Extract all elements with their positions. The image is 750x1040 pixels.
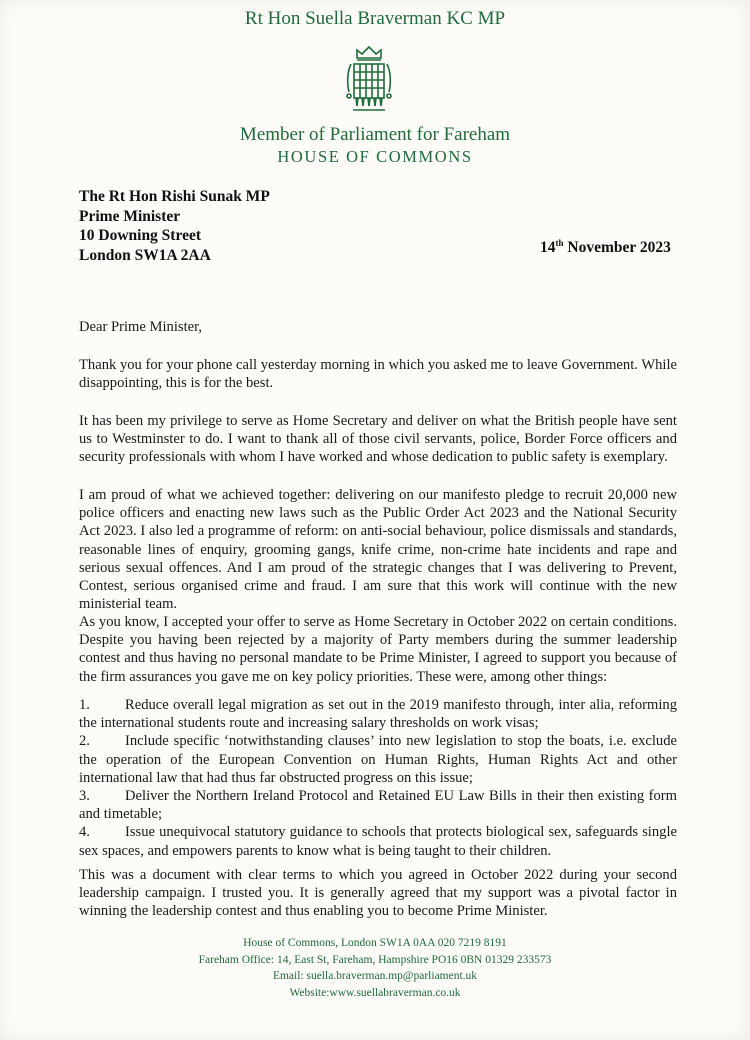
date-suffix: th [555, 238, 564, 248]
list-item-number: 3. [79, 788, 90, 805]
list-item-text: Deliver the Northern Ireland Protocol and Retained EU Law Bills in their then existing form and timetable; [79, 788, 677, 823]
list-item-number: 4. [79, 824, 90, 841]
footer-address-line: House of Commons, London SW1A 0AA 020 7219 8191 [243, 937, 507, 949]
list-item [79, 787, 677, 823]
letter-footer [0, 935, 750, 1001]
paragraph-3: I am proud of what we achieved together: delivering on our manifesto pledge to recruit 20,000 new police officers and enacting new laws such as the Public Order Act 2023 and the National Security Act 2023. I also led a programme of reform: on anti-social behaviour, police dismissals and standards, reasonable lines of enquiry, grooming gangs, knife crime, non-crime hate incidents and rape and serious sexual offences. And I am proud of the strategic changes that I was delivering to Prevent, Contest, serious organised crime and fraud. I am sure that this work will continue with the new ministerial team. [79, 487, 677, 613]
letterhead-mp-name: Rt Hon Suella Braverman KC MP [244, 8, 506, 29]
recipient-line-2: Prime Minister [79, 207, 181, 225]
recipient-line-1: The Rt Hon Rishi Sunak MP [79, 188, 270, 205]
recipient-line-4: London SW1A 2AA [79, 246, 211, 264]
list-item [79, 732, 677, 787]
list-item-text: Reduce overall legal migration as set out in the 2019 manifesto through, inter alia, reforming the international students route and increasing salary thresholds on work visas; [79, 697, 677, 732]
constituency-line: Member of Parliament for Fareham [239, 124, 511, 145]
list-item-text: Issue unequivocal statutory guidance to schools that protects biological sex, safeguards single sex spaces, and empowers parents to know what is being taught to their children. [79, 824, 677, 859]
house-of-commons-line: HOUSE OF COMMONS [277, 147, 473, 166]
letter-date [540, 238, 671, 257]
paragraph-1: Thank you for your phone call yesterday morning in which you asked me to leave Government. While disappointing, this is for the best. [79, 357, 677, 392]
list-item [79, 696, 677, 732]
salutation: Dear Prime Minister, [79, 319, 203, 335]
list-item-text: Include specific ‘notwithstanding clauses’ into new legislation to stop the boats, i.e. exclude the operation of the European Convention on Human Rights, Human Rights Act and other international law that had thus far obstructed progress on this issue; [79, 733, 677, 786]
list-item-number: 1. [79, 697, 90, 713]
recipient-line-3: 10 Downing Street [79, 227, 201, 244]
recipient-address [79, 187, 270, 265]
closing-paragraph: This was a document with clear terms to which you agreed in October 2022 during your second leadership campaign. I trusted you. It is generally agreed that my support was a pivotal factor in winning the leadership contest and thus enabling you to become Prime Minister. [79, 867, 677, 920]
date-rest: November 2023 [563, 239, 671, 256]
conditions-list [79, 696, 677, 860]
footer-email-line: Email: suella.braverman.mp@parliament.uk [272, 970, 478, 982]
paragraph-4: As you know, I accepted your offer to serve as Home Secretary in October 2022 on certain conditions. Despite you having been rejected by a majority of Party members during the summer leadership contest and thus having no personal mandate to be Prime Minister, I agreed to support you because of the firm assurances you gave me on key policy priorities. These were, among other things: [79, 614, 677, 685]
footer-office-line: Fareham Office: 14, East St, Fareham, Hampshire PO16 0BN 01329 233573 [198, 953, 552, 966]
paragraph-2: It has been my privilege to serve as Home Secretary and deliver on what the British people have sent us to Westminster to do. I want to thank all of those civil servants, police, Border Force officers and security professionals with whom I have worked and whose dedication to public safety is exemplary. [79, 413, 677, 466]
list-item-number: 2. [79, 733, 90, 750]
portcullis-icon [343, 44, 395, 120]
list-item [79, 823, 677, 859]
date-day: 14 [540, 239, 556, 256]
footer-website-line: Website:www.suellabraverman.co.uk [289, 986, 461, 999]
